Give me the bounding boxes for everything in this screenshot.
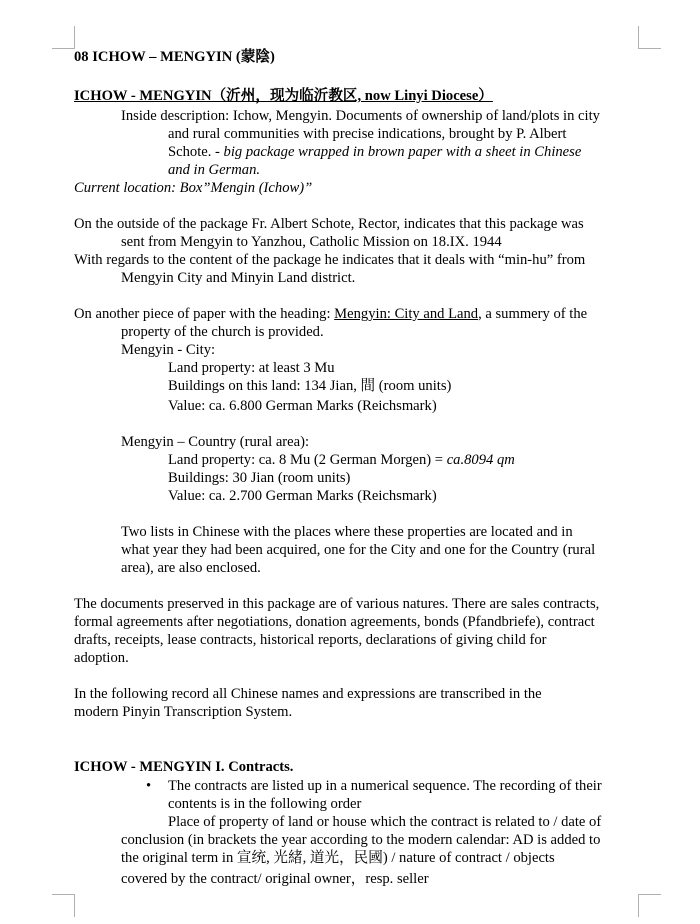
text-line: Inside description: Ichow, Mengyin. Documents of ownership of land/plots in city	[121, 108, 600, 124]
text-line: what year they had been acquired, one for the City and one for the Country (rural	[121, 542, 596, 558]
text-line: Two lists in Chinese with the places where these properties are located and in	[121, 524, 573, 540]
text: On another piece of paper with the heading:	[74, 306, 335, 322]
text: Land property: ca. 8 Mu (2 German Morgen) =	[168, 452, 447, 468]
text-line: The documents preserved in this package are of various natures. There are sales contracts,	[74, 596, 600, 612]
text-line: With regards to the content of the package he indicates that it deals with “min-hu” from	[74, 252, 586, 268]
text-line: drafts, receipts, lease contracts, historical reports, declarations of giving child for	[74, 632, 547, 648]
text: Schote. -	[168, 144, 224, 160]
document-title: 08 ICHOW – MENGYIN (蒙陰)	[74, 49, 275, 65]
section-heading: ICHOW - MENGYIN（沂州，现为临沂教区, now Linyi Diocese）	[74, 88, 493, 104]
text-line: Value: ca. 6.800 German Marks (Reichsmark)	[168, 398, 437, 414]
bullet-icon: •	[146, 778, 152, 794]
text-line: Place of property of land or house which the contract is related to / date of	[168, 814, 602, 830]
crop-mark	[52, 894, 75, 917]
section-heading: ICHOW - MENGYIN I. Contracts.	[74, 759, 294, 775]
text-line: covered by the contract/ original owner，resp. seller	[121, 871, 429, 887]
text-line: and in German.	[168, 162, 261, 178]
text-line: modern Pinyin Transcription System.	[74, 704, 293, 720]
text-line	[74, 305, 587, 323]
italic-text: ca.8094 qm	[446, 452, 515, 468]
text-line: Value: ca. 2.700 German Marks (Reichsmark)	[168, 488, 437, 504]
text: , a summery of the	[478, 306, 588, 322]
text-line: Land property: at least 3 Mu	[168, 360, 335, 376]
text-line: Mengyin – Country (rural area):	[121, 434, 310, 450]
text-line: The contracts are listed up in a numerical sequence. The recording of their	[168, 778, 602, 794]
text-line: On the outside of the package Fr. Albert Schote, Rector, indicates that this package was	[74, 216, 584, 232]
text-line: Buildings: 30 Jian (room units)	[168, 470, 351, 486]
current-location: Current location: Box”Mengin (Ichow)”	[74, 180, 313, 196]
underlined-heading: Mengyin: City and Land	[334, 306, 479, 322]
text-line: contents is in the following order	[168, 796, 362, 812]
text-line: area), are also enclosed.	[121, 560, 261, 576]
italic-text: big package wrapped in brown paper with a sheet in Chinese	[223, 144, 582, 160]
text-line: Mengyin City and Minyin Land district.	[121, 270, 356, 286]
crop-mark	[52, 26, 75, 49]
text-line: sent from Mengyin to Yanzhou, Catholic Mission on 18.IX. 1944	[121, 234, 502, 250]
text-line: the original term in 宣统, 光緒, 道光，民國) / nature of contract / objects	[121, 850, 555, 866]
text-line: and rural communities with precise indications, brought by P. Albert	[168, 126, 567, 142]
text-line: Mengyin - City:	[121, 342, 216, 358]
text-line: Buildings on this land: 134 Jian, 間 (room units)	[168, 378, 452, 394]
text-line	[168, 451, 515, 469]
crop-mark	[638, 26, 661, 49]
text-line: property of the church is provided.	[121, 324, 324, 340]
text-line: In the following record all Chinese names and expressions are transcribed in the	[74, 686, 542, 702]
text-line: adoption.	[74, 650, 129, 666]
text-line: conclusion (in brackets the year according to the modern calendar: AD is added to	[121, 832, 601, 848]
crop-mark	[638, 894, 661, 917]
text-line	[168, 143, 581, 161]
text-line: formal agreements after negotiations, donation agreements, bonds (Pfandbriefe), contract	[74, 614, 595, 630]
